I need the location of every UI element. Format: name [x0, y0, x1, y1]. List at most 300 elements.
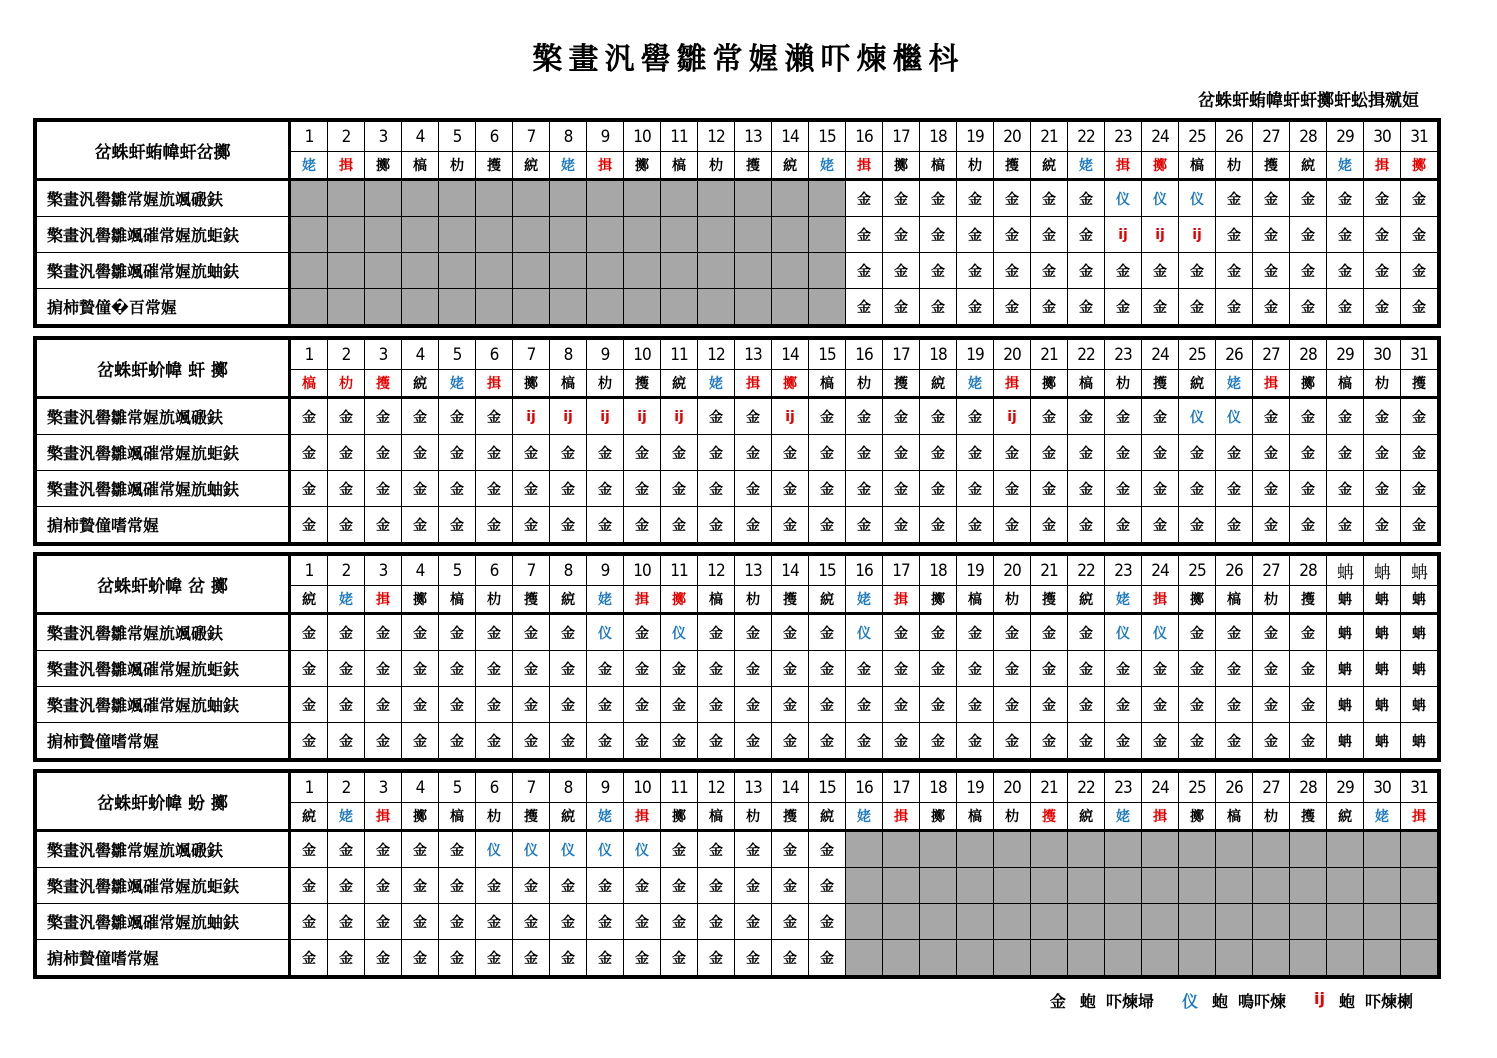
- status-cell: [365, 289, 402, 325]
- status-cell: 金: [328, 868, 365, 904]
- day-number: 18: [920, 340, 957, 370]
- status-cell: 金: [661, 904, 698, 940]
- status-cell: 金: [1290, 651, 1327, 687]
- legend-symbol: ij: [1314, 989, 1325, 1008]
- block-title: 岔蛛虷蚧幃 岔 擲: [37, 556, 290, 614]
- status-cell: 金: [1031, 651, 1068, 687]
- row-label: 檠畫汎嚳雛常媉斻颯磤鈇: [37, 398, 290, 435]
- row-label: 掮柿贄僮嗜常媉: [37, 940, 290, 976]
- day-number: 24: [1142, 773, 1179, 803]
- weekday-label: 擭: [1290, 586, 1327, 614]
- status-cell: 金: [513, 940, 550, 976]
- day-number: 31: [1401, 122, 1438, 152]
- schedule-row: [37, 831, 1438, 868]
- status-cell: 金: [846, 687, 883, 723]
- day-number: 7: [513, 122, 550, 152]
- day-number: 22: [1068, 556, 1105, 586]
- status-cell: [476, 180, 513, 217]
- weekday-label: 揖: [1364, 152, 1401, 180]
- status-cell: 金: [550, 904, 587, 940]
- status-cell: 金: [735, 435, 772, 471]
- status-cell: [1179, 940, 1216, 976]
- status-cell: 金: [513, 723, 550, 759]
- status-cell: [476, 253, 513, 289]
- status-cell: 金: [1290, 289, 1327, 325]
- weekday-label: 擲: [1179, 803, 1216, 831]
- status-cell: 金: [772, 940, 809, 976]
- status-cell: 金: [587, 940, 624, 976]
- status-cell: [1031, 904, 1068, 940]
- status-cell: 金: [809, 868, 846, 904]
- status-cell: [1364, 868, 1401, 904]
- day-number: 29: [1327, 340, 1364, 370]
- status-cell: [513, 289, 550, 325]
- schedule-row: [37, 687, 1438, 723]
- status-cell: [587, 289, 624, 325]
- day-number: 28: [1290, 556, 1327, 586]
- status-cell: [735, 253, 772, 289]
- status-cell: 金: [1401, 180, 1438, 217]
- status-cell: 金: [994, 253, 1031, 289]
- status-cell: 金: [735, 723, 772, 759]
- status-cell: 金: [661, 687, 698, 723]
- day-number: 10: [624, 122, 661, 152]
- status-cell: 金: [328, 940, 365, 976]
- status-cell: [772, 217, 809, 253]
- weekday-label: 擲: [661, 586, 698, 614]
- status-cell: 金: [1364, 435, 1401, 471]
- status-cell: [809, 253, 846, 289]
- status-cell: 金: [1401, 507, 1438, 543]
- day-number: 10: [624, 340, 661, 370]
- day-number: 28: [1290, 340, 1327, 370]
- status-cell: [1401, 940, 1438, 976]
- status-cell: 金: [587, 687, 624, 723]
- status-cell: 金: [365, 507, 402, 543]
- status-cell: 金: [698, 435, 735, 471]
- status-cell: 金: [550, 687, 587, 723]
- status-cell: 金: [1364, 507, 1401, 543]
- status-cell: 蚺: [1401, 614, 1438, 651]
- legend-symbol: 金: [1049, 992, 1066, 1011]
- status-cell: 仪: [550, 831, 587, 868]
- status-cell: 仪: [1179, 180, 1216, 217]
- status-cell: 金: [994, 471, 1031, 507]
- row-label: 掮柿贄僮嗜常媉: [37, 507, 290, 543]
- status-cell: [365, 253, 402, 289]
- status-cell: [624, 180, 661, 217]
- status-cell: [920, 868, 957, 904]
- weekday-label: 擭: [1253, 152, 1290, 180]
- weekday-label: 擭: [1031, 803, 1068, 831]
- status-cell: 金: [883, 687, 920, 723]
- status-cell: 金: [1179, 507, 1216, 543]
- day-number: 2: [328, 773, 365, 803]
- status-cell: 金: [1031, 507, 1068, 543]
- day-number: 15: [809, 773, 846, 803]
- weekday-label: 槁: [661, 152, 698, 180]
- status-cell: 金: [772, 651, 809, 687]
- status-cell: 金: [402, 831, 439, 868]
- weekday-label: 擭: [883, 370, 920, 398]
- status-cell: 金: [290, 723, 328, 759]
- status-cell: 金: [402, 614, 439, 651]
- schedule-row: [37, 217, 1438, 253]
- status-cell: [365, 180, 402, 217]
- weekday-label: 朸: [735, 586, 772, 614]
- weekday-label: 姥: [439, 370, 476, 398]
- status-cell: [1031, 868, 1068, 904]
- status-cell: 金: [513, 687, 550, 723]
- status-cell: 金: [883, 614, 920, 651]
- status-cell: [365, 217, 402, 253]
- status-cell: 金: [846, 435, 883, 471]
- status-cell: [402, 217, 439, 253]
- status-cell: [439, 217, 476, 253]
- weekday-label: 朸: [476, 803, 513, 831]
- day-number: 19: [957, 122, 994, 152]
- status-cell: [1401, 868, 1438, 904]
- day-number: 4: [402, 340, 439, 370]
- status-cell: [476, 217, 513, 253]
- weekday-label: 蚺: [1327, 586, 1364, 614]
- status-cell: 金: [290, 831, 328, 868]
- status-cell: 金: [1290, 398, 1327, 435]
- row-label: 檠畫汎嚳雛颯磪常媉斻蚰鈇: [37, 687, 290, 723]
- day-number: 18: [920, 122, 957, 152]
- status-cell: 金: [476, 904, 513, 940]
- status-cell: 金: [439, 471, 476, 507]
- weekday-label: 擭: [365, 370, 402, 398]
- weekday-label: 綂: [402, 370, 439, 398]
- weekday-label: 擲: [513, 370, 550, 398]
- day-number: 9: [587, 122, 624, 152]
- legend-separator: 蚫: [1079, 992, 1096, 1011]
- day-number: 1: [290, 122, 328, 152]
- day-number: 25: [1179, 556, 1216, 586]
- day-number: 10: [624, 556, 661, 586]
- weekday-label: 朸: [328, 370, 365, 398]
- status-cell: [439, 289, 476, 325]
- status-cell: 金: [661, 471, 698, 507]
- day-number: 23: [1105, 340, 1142, 370]
- status-cell: 金: [994, 289, 1031, 325]
- status-cell: 金: [1364, 398, 1401, 435]
- status-cell: 金: [290, 507, 328, 543]
- status-cell: 金: [1179, 289, 1216, 325]
- weekday-label: 朸: [1253, 586, 1290, 614]
- day-number: 3: [365, 122, 402, 152]
- status-cell: [661, 217, 698, 253]
- status-cell: ij: [1142, 217, 1179, 253]
- status-cell: 金: [1253, 435, 1290, 471]
- status-cell: [957, 904, 994, 940]
- status-cell: ij: [587, 398, 624, 435]
- status-cell: [846, 904, 883, 940]
- status-cell: 金: [698, 398, 735, 435]
- status-cell: 金: [624, 723, 661, 759]
- weekday-label: 揖: [735, 370, 772, 398]
- status-cell: 金: [624, 940, 661, 976]
- status-cell: 金: [1216, 507, 1253, 543]
- day-number: 5: [439, 773, 476, 803]
- status-cell: 金: [624, 471, 661, 507]
- weekday-label: 綂: [1031, 152, 1068, 180]
- status-cell: 金: [1142, 289, 1179, 325]
- status-cell: [994, 904, 1031, 940]
- day-number: 27: [1253, 122, 1290, 152]
- day-number: 11: [661, 122, 698, 152]
- day-number: 18: [920, 773, 957, 803]
- status-cell: 金: [735, 904, 772, 940]
- weekday-label: 綂: [1068, 803, 1105, 831]
- day-number: 14: [772, 340, 809, 370]
- status-cell: 金: [698, 651, 735, 687]
- weekday-label: 綂: [772, 152, 809, 180]
- weekday-label: 揖: [328, 152, 365, 180]
- status-cell: 金: [661, 831, 698, 868]
- weekday-label: 綂: [809, 586, 846, 614]
- day-number: 25: [1179, 340, 1216, 370]
- status-cell: [1105, 831, 1142, 868]
- day-number: 6: [476, 773, 513, 803]
- status-cell: [1031, 940, 1068, 976]
- status-cell: 金: [365, 398, 402, 435]
- status-cell: 金: [624, 904, 661, 940]
- status-cell: 金: [846, 180, 883, 217]
- status-cell: [846, 831, 883, 868]
- weekday-label: 擭: [772, 586, 809, 614]
- day-number: 26: [1216, 556, 1253, 586]
- status-cell: 金: [1105, 398, 1142, 435]
- status-cell: 金: [290, 398, 328, 435]
- status-cell: 金: [1031, 398, 1068, 435]
- status-cell: 金: [513, 651, 550, 687]
- status-cell: 金: [661, 723, 698, 759]
- schedule-row: [37, 289, 1438, 325]
- status-cell: 金: [846, 253, 883, 289]
- status-cell: 金: [1216, 723, 1253, 759]
- day-number: 1: [290, 556, 328, 586]
- legend: [1050, 989, 1413, 1012]
- day-number: 21: [1031, 773, 1068, 803]
- status-cell: [698, 289, 735, 325]
- status-cell: 金: [1179, 723, 1216, 759]
- status-cell: [920, 940, 957, 976]
- status-cell: ij: [624, 398, 661, 435]
- day-number: 19: [957, 556, 994, 586]
- status-cell: ij: [1179, 217, 1216, 253]
- status-cell: 金: [1031, 614, 1068, 651]
- status-cell: 金: [957, 471, 994, 507]
- status-cell: [1105, 904, 1142, 940]
- status-cell: 金: [1142, 471, 1179, 507]
- weekday-label: 擭: [772, 803, 809, 831]
- status-cell: [1179, 868, 1216, 904]
- status-cell: [809, 217, 846, 253]
- day-number: 3: [365, 773, 402, 803]
- status-cell: 金: [439, 651, 476, 687]
- status-cell: 蚺: [1401, 687, 1438, 723]
- status-cell: 金: [735, 614, 772, 651]
- status-cell: [846, 940, 883, 976]
- status-cell: 金: [328, 831, 365, 868]
- status-cell: 金: [1031, 471, 1068, 507]
- status-cell: 金: [1216, 217, 1253, 253]
- status-cell: [994, 940, 1031, 976]
- status-cell: 金: [1327, 471, 1364, 507]
- status-cell: [1068, 940, 1105, 976]
- status-cell: 金: [439, 904, 476, 940]
- status-cell: 金: [1031, 723, 1068, 759]
- status-cell: 蚺: [1327, 614, 1364, 651]
- status-cell: 金: [1401, 435, 1438, 471]
- status-cell: [661, 289, 698, 325]
- status-cell: 金: [957, 614, 994, 651]
- weekday-label: 揖: [1142, 586, 1179, 614]
- status-cell: 金: [1031, 217, 1068, 253]
- day-number: 21: [1031, 556, 1068, 586]
- day-number: 23: [1105, 773, 1142, 803]
- status-cell: 金: [883, 651, 920, 687]
- day-number: 13: [735, 122, 772, 152]
- day-number: 14: [772, 122, 809, 152]
- status-cell: 金: [513, 868, 550, 904]
- weekday-label: 擭: [476, 152, 513, 180]
- status-cell: [1253, 940, 1290, 976]
- day-number: 9: [587, 773, 624, 803]
- status-cell: 金: [1253, 507, 1290, 543]
- status-cell: 金: [1031, 289, 1068, 325]
- status-cell: 金: [290, 614, 328, 651]
- status-cell: 金: [1253, 180, 1290, 217]
- status-cell: 金: [809, 435, 846, 471]
- status-cell: [1290, 868, 1327, 904]
- status-cell: 金: [883, 398, 920, 435]
- day-number: 2: [328, 556, 365, 586]
- status-cell: 金: [328, 435, 365, 471]
- status-cell: [1216, 868, 1253, 904]
- status-cell: [698, 217, 735, 253]
- status-cell: 金: [1068, 180, 1105, 217]
- status-cell: 金: [920, 614, 957, 651]
- row-label: 檠畫汎嚳雛颯磪常媉斻蚰鈇: [37, 471, 290, 507]
- status-cell: 金: [550, 651, 587, 687]
- status-cell: 金: [698, 904, 735, 940]
- status-cell: 金: [402, 398, 439, 435]
- status-cell: 金: [809, 398, 846, 435]
- day-number: 21: [1031, 122, 1068, 152]
- status-cell: [1253, 904, 1290, 940]
- status-cell: 金: [1142, 507, 1179, 543]
- status-cell: 金: [587, 723, 624, 759]
- status-cell: 金: [1290, 723, 1327, 759]
- status-cell: 金: [587, 868, 624, 904]
- status-cell: [1327, 831, 1364, 868]
- status-cell: 金: [1142, 687, 1179, 723]
- weekday-label: 槁: [550, 370, 587, 398]
- status-cell: 金: [402, 904, 439, 940]
- day-number: 22: [1068, 122, 1105, 152]
- status-cell: [809, 289, 846, 325]
- status-cell: 金: [439, 435, 476, 471]
- row-label: 檠畫汎嚳雛常媉斻颯磤鈇: [37, 180, 290, 217]
- day-number: 7: [513, 340, 550, 370]
- status-cell: [513, 253, 550, 289]
- day-number: 30: [1364, 340, 1401, 370]
- schedule-block: [33, 336, 1441, 546]
- weekday-label: 擲: [1179, 586, 1216, 614]
- status-cell: ij: [550, 398, 587, 435]
- row-label: 檠畫汎嚳雛常媉斻颯磤鈇: [37, 614, 290, 651]
- status-cell: [661, 180, 698, 217]
- status-cell: ij: [772, 398, 809, 435]
- status-cell: 金: [920, 651, 957, 687]
- weekday-label: 擲: [402, 803, 439, 831]
- day-number: 21: [1031, 340, 1068, 370]
- schedule-row: [37, 868, 1438, 904]
- status-cell: 蚺: [1401, 651, 1438, 687]
- status-cell: 金: [920, 471, 957, 507]
- status-cell: [1253, 868, 1290, 904]
- status-cell: [1401, 831, 1438, 868]
- status-cell: [587, 217, 624, 253]
- status-cell: 金: [365, 614, 402, 651]
- status-cell: [1401, 904, 1438, 940]
- status-cell: 金: [883, 217, 920, 253]
- schedule-row: [37, 398, 1438, 435]
- status-cell: 金: [1142, 651, 1179, 687]
- block-title: 岔蛛虷蚧幃 蚡 擲: [37, 773, 290, 831]
- weekday-label: 朸: [957, 152, 994, 180]
- status-cell: 仪: [846, 614, 883, 651]
- day-number: 22: [1068, 773, 1105, 803]
- status-cell: 金: [1216, 289, 1253, 325]
- day-number: 6: [476, 340, 513, 370]
- status-cell: 金: [920, 180, 957, 217]
- status-cell: 金: [772, 507, 809, 543]
- status-cell: [439, 253, 476, 289]
- day-number: 18: [920, 556, 957, 586]
- status-cell: 金: [476, 651, 513, 687]
- weekday-label: 槁: [1327, 370, 1364, 398]
- status-cell: 金: [402, 723, 439, 759]
- day-number: 28: [1290, 122, 1327, 152]
- status-cell: 金: [920, 687, 957, 723]
- status-cell: 金: [661, 435, 698, 471]
- status-cell: 金: [513, 471, 550, 507]
- status-cell: 金: [994, 435, 1031, 471]
- status-cell: [698, 180, 735, 217]
- day-number: 蚺: [1401, 556, 1438, 586]
- weekday-label: 揖: [1142, 803, 1179, 831]
- day-number: 12: [698, 556, 735, 586]
- status-cell: 金: [1253, 289, 1290, 325]
- day-number: 15: [809, 340, 846, 370]
- status-cell: [1179, 904, 1216, 940]
- day-number: 17: [883, 122, 920, 152]
- status-cell: 金: [439, 687, 476, 723]
- weekday-label: 擲: [772, 370, 809, 398]
- status-cell: 金: [957, 435, 994, 471]
- status-cell: [920, 904, 957, 940]
- day-number: 29: [1327, 773, 1364, 803]
- day-number: 13: [735, 556, 772, 586]
- status-cell: 金: [1327, 398, 1364, 435]
- status-cell: 金: [476, 435, 513, 471]
- status-cell: 金: [735, 398, 772, 435]
- weekday-label: 擲: [1401, 152, 1438, 180]
